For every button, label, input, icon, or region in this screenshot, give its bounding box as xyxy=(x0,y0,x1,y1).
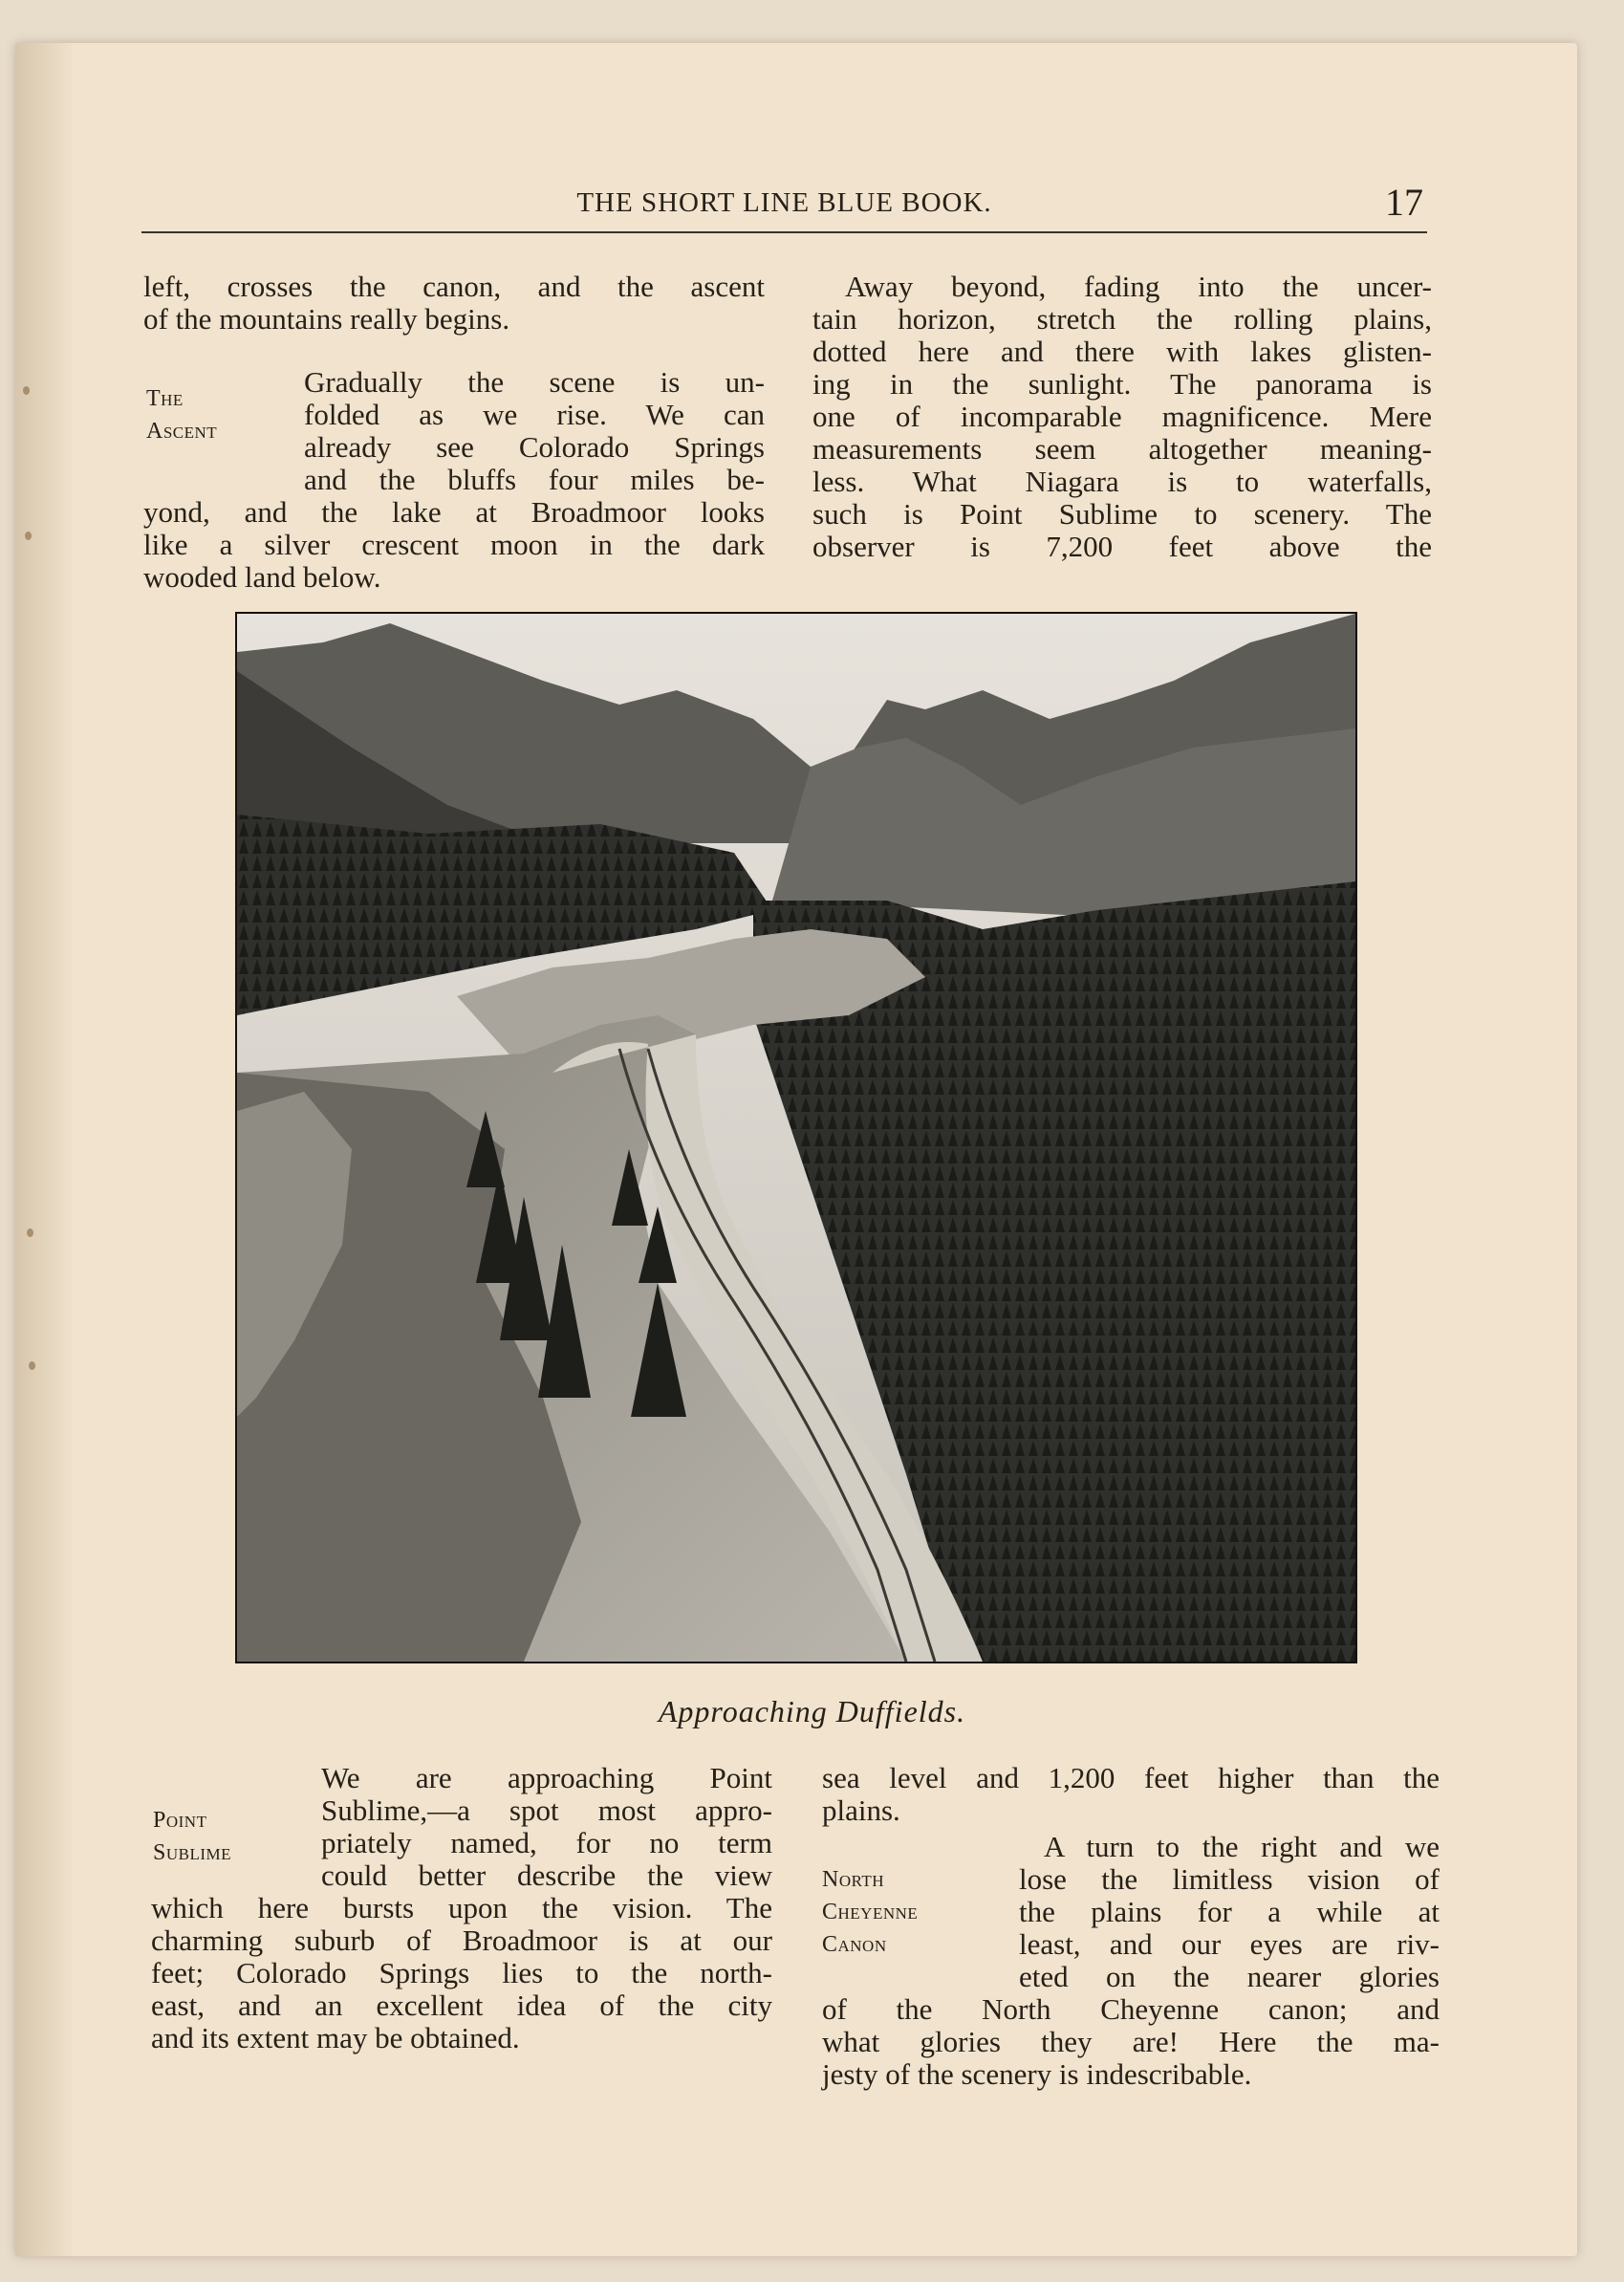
text-line: already see Colorado Springs xyxy=(304,430,765,464)
text-line: sea level and 1,200 feet higher than the xyxy=(822,1761,1440,1794)
text-line: charming suburb of Broadmoor is at our xyxy=(151,1923,772,1957)
text-line: what glories they are! Here the ma- xyxy=(822,2025,1440,2058)
binding-hole xyxy=(29,1361,35,1370)
text-line: and its extent may be obtained. xyxy=(151,2021,520,2054)
text-line: jesty of the scenery is indescribable. xyxy=(822,2057,1252,2091)
text-line: less. What Niagara is to waterfalls, xyxy=(812,465,1432,498)
sidenote-line: North xyxy=(822,1867,885,1892)
text-line: feet; Colorado Springs lies to the north- xyxy=(151,1956,772,1989)
text-line: Sublime,—a spot most appro- xyxy=(321,1793,772,1827)
text-line: measurements seem altogether meaning- xyxy=(812,432,1432,466)
binding-hole xyxy=(27,1228,33,1237)
text-line: dotted here and there with lakes glisten- xyxy=(812,335,1432,368)
text-line: Away beyond, fading into the uncer- xyxy=(845,270,1432,303)
binding-gutter xyxy=(15,43,73,2256)
text-line: plains. xyxy=(822,1793,900,1827)
text-line: such is Point Sublime to scenery. The xyxy=(812,497,1432,531)
text-line: one of incomparable magnificence. Mere xyxy=(812,400,1432,433)
sidenote-line: Ascent xyxy=(146,419,218,444)
text-line: the plains for a while at xyxy=(1019,1895,1440,1928)
sidenote-line: Point xyxy=(153,1808,207,1833)
text-line: east, and an excellent idea of the city xyxy=(151,1989,772,2022)
text-line: ing in the sunlight. The panorama is xyxy=(812,367,1432,401)
text-line: observer is 7,200 feet above the xyxy=(812,530,1432,563)
running-title: THE SHORT LINE BLUE BOOK. xyxy=(576,187,992,218)
photo-approaching-duffields xyxy=(235,612,1357,1663)
bottom-left-column xyxy=(151,1762,772,2054)
text-line: folded as we rise. We can xyxy=(304,398,765,431)
text-line: which here bursts upon the vision. The xyxy=(151,1891,772,1924)
binding-hole xyxy=(23,386,30,395)
top-right-column xyxy=(812,271,1432,563)
text-line: eted on the nearer glories xyxy=(1019,1960,1440,1993)
text-line: like a silver crescent moon in the dark xyxy=(143,528,765,561)
sidenote-the-ascent xyxy=(146,382,217,447)
binding-hole xyxy=(25,532,32,540)
sidenote-north-cheyenne-canon xyxy=(822,1863,918,1961)
sidenote-line: Canon xyxy=(822,1932,887,1957)
text-line: of the North Cheyenne canon; and xyxy=(822,1992,1440,2026)
text-line: A turn to the right and we xyxy=(1044,1830,1440,1863)
text-line: of the mountains really begins. xyxy=(143,302,510,336)
text-line: We are approaching Point xyxy=(321,1761,772,1794)
text-line: lose the limitless vision of xyxy=(1019,1862,1440,1896)
text-line: wooded land below. xyxy=(143,560,381,594)
sidenote-line: Cheyenne xyxy=(822,1900,919,1924)
text-line: Gradually the scene is un- xyxy=(304,365,765,399)
text-line: priately named, for no term xyxy=(321,1826,772,1859)
text-line: yond, and the lake at Broadmoor looks xyxy=(143,495,765,529)
sidenote-line: Sublime xyxy=(153,1840,232,1865)
text-line: and the bluffs four miles be- xyxy=(304,463,765,496)
photo-caption: Approaching Duffields. xyxy=(658,1694,966,1728)
running-header xyxy=(141,182,1427,233)
sidenote-line: The xyxy=(146,386,184,411)
photo-image xyxy=(237,614,1355,1662)
text-line: least, and our eyes are riv- xyxy=(1019,1927,1440,1961)
text-line: could better describe the view xyxy=(321,1858,772,1892)
sidenote-point-sublime xyxy=(153,1804,231,1869)
top-left-column xyxy=(143,271,765,594)
page-number: 17 xyxy=(1385,181,1423,224)
text-line: tain horizon, stretch the rolling plains, xyxy=(812,302,1432,336)
text-line: left, crosses the canon, and the ascent xyxy=(143,270,765,303)
